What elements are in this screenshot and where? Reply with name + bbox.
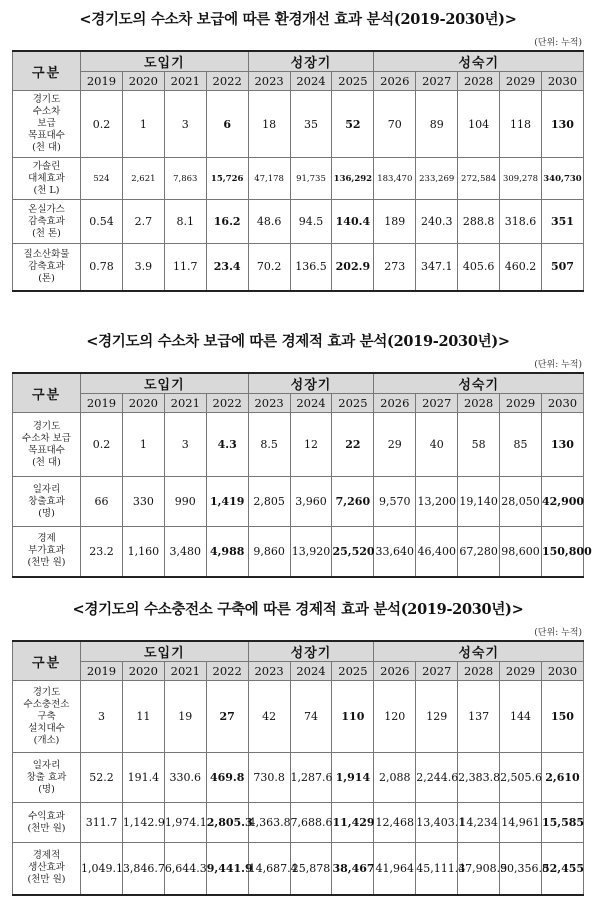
table-cell: 7,863 <box>164 158 206 200</box>
row-label-line: 온실가스 <box>28 203 65 215</box>
table-cell: 240.3 <box>416 200 458 244</box>
row-label <box>13 803 81 843</box>
table-row <box>13 803 584 843</box>
table-cell: 144 <box>500 681 542 753</box>
table-cell: 58 <box>458 413 500 477</box>
header-row-years <box>13 72 584 91</box>
table-cell: 288.8 <box>458 200 500 244</box>
table-cell: 3,960 <box>290 477 332 527</box>
table-row <box>13 753 584 803</box>
year-header: 2019 <box>81 394 123 413</box>
table-cell: 3 <box>81 681 123 753</box>
table-cell: 11.7 <box>164 244 206 291</box>
table-cell: 4.3 <box>206 413 248 477</box>
table-cell: 19 <box>164 681 206 753</box>
row-label-line: 수소차 <box>32 106 61 117</box>
table-cell: 1 <box>122 91 164 158</box>
year-header: 2024 <box>290 394 332 413</box>
table-cell: 11,429 <box>332 803 374 843</box>
year-header: 2029 <box>500 72 542 91</box>
row-label-line: 목표대수 <box>28 444 65 456</box>
year-header: 2028 <box>458 394 500 413</box>
table-row <box>13 158 584 200</box>
table-cell: 47,908.9 <box>458 843 500 895</box>
table-cell: 0.54 <box>81 200 123 244</box>
year-header: 2028 <box>458 72 500 91</box>
table-cell: 136,292 <box>332 158 374 200</box>
table-cell: 7,688.6 <box>290 803 332 843</box>
unit-note: (단위: 누적) <box>534 360 582 370</box>
data-table <box>12 640 584 896</box>
row-label-line: (천만 원) <box>27 557 66 569</box>
row-label-line: 감축효과 <box>28 215 65 227</box>
row-label <box>13 413 81 477</box>
table-cell: 45,111.3 <box>416 843 458 895</box>
table-cell: 730.8 <box>248 753 290 803</box>
row-label-line: (톤) <box>38 272 55 284</box>
table-cell: 2,088 <box>374 753 416 803</box>
year-header: 2029 <box>500 662 542 681</box>
row-label-line: 구축 <box>37 710 56 722</box>
section-economic-vehicle <box>12 330 592 578</box>
table-cell: 3.9 <box>122 244 164 291</box>
row-label-line: (명) <box>38 507 55 519</box>
year-header: 2027 <box>416 394 458 413</box>
row-label-line: 수익효과 <box>28 810 65 822</box>
table-cell: 330.6 <box>164 753 206 803</box>
table-cell: 52 <box>332 91 374 158</box>
table-cell: 14,687.4 <box>248 843 290 895</box>
row-label-line: 경기도 <box>32 686 61 698</box>
row-label-line: 창출 효과 <box>26 771 67 783</box>
row-label-line: 감축효과 <box>28 260 65 272</box>
table-cell: 9,441.9 <box>206 843 248 895</box>
table-cell: 22 <box>332 413 374 477</box>
table-cell: 15,585 <box>541 803 583 843</box>
row-label <box>13 200 81 244</box>
table-cell: 0.2 <box>81 91 123 158</box>
row-label <box>13 843 81 895</box>
table-cell: 3,846.7 <box>122 843 164 895</box>
table-cell: 8.1 <box>164 200 206 244</box>
table-cell: 18 <box>248 91 290 158</box>
table-cell: 1,914 <box>332 753 374 803</box>
header-period-mature: 성숙기 <box>374 641 584 662</box>
table-body <box>13 413 592 577</box>
table-cell: 2,610 <box>541 753 583 803</box>
year-header: 2027 <box>416 662 458 681</box>
table-body <box>13 91 584 291</box>
table-cell: 47,178 <box>248 158 290 200</box>
row-label <box>13 158 81 200</box>
year-header: 2019 <box>81 72 123 91</box>
table-row <box>13 244 584 291</box>
table-body <box>13 681 584 895</box>
year-header: 2026 <box>374 72 416 91</box>
header-period-growth: 성장기 <box>248 641 374 662</box>
header-gubun: 구분 <box>13 641 81 681</box>
section-title: <경기도의 수소충전소 구축에 따른 경제적 효과 분석(2019-2030년)> <box>72 601 524 618</box>
table-row <box>13 843 584 895</box>
table-cell: 42 <box>248 681 290 753</box>
table-cell: 1 <box>122 413 164 477</box>
row-label <box>13 477 81 527</box>
table-cell: 29 <box>374 413 416 477</box>
table-cell: 12,468 <box>374 803 416 843</box>
table-cell: 50,356.8 <box>500 843 542 895</box>
row-label-line: 경제적 <box>32 850 61 862</box>
table-cell: 19,140 <box>458 477 500 527</box>
row-label-line: 생산효과 <box>28 862 65 874</box>
table-cell: 33,640 <box>374 527 416 577</box>
header-row-years <box>13 394 584 413</box>
table-cell: 183,470 <box>374 158 416 200</box>
table-cell: 35 <box>290 91 332 158</box>
table-cell: 110 <box>332 681 374 753</box>
row-label <box>13 91 81 158</box>
table-cell: 25,520 <box>332 527 374 577</box>
row-label <box>13 244 81 291</box>
table-cell: 3,480 <box>164 527 206 577</box>
table-cell: 23.2 <box>81 527 123 577</box>
table-cell: 340,730 <box>541 158 583 200</box>
year-header: 2022 <box>206 72 248 91</box>
table-cell: 2,805.3 <box>206 803 248 843</box>
header-row-years <box>13 662 584 681</box>
table-cell: 3 <box>164 413 206 477</box>
header-period-intro: 도입기 <box>81 641 249 662</box>
table-cell: 273 <box>374 244 416 291</box>
row-label-line: 수소충전소 <box>23 698 70 710</box>
row-label-line: 창출효과 <box>28 495 65 507</box>
row-label <box>13 681 81 753</box>
table-cell: 2,244.6 <box>416 753 458 803</box>
table-cell: 67,280 <box>458 527 500 577</box>
table-cell: 233,269 <box>416 158 458 200</box>
table-cell: 524 <box>81 158 123 200</box>
table-cell: 6 <box>206 91 248 158</box>
row-label-line: 보급 <box>37 118 56 129</box>
table-cell: 136.5 <box>290 244 332 291</box>
row-label-line: 가솔린 <box>32 160 61 172</box>
section-title: <경기도의 수소차 보급에 따른 환경개선 효과 분석(2019-2030년)> <box>79 11 517 28</box>
year-header: 2021 <box>164 662 206 681</box>
table-cell: 1,049.1 <box>81 843 123 895</box>
table-cell: 137 <box>458 681 500 753</box>
table-row <box>13 681 584 753</box>
year-header: 2020 <box>122 394 164 413</box>
table-row <box>13 413 584 477</box>
year-header: 2028 <box>458 662 500 681</box>
row-label-line: (천 톤) <box>32 227 61 239</box>
header-period-intro: 도입기 <box>81 373 249 394</box>
year-header: 2023 <box>248 394 290 413</box>
table-cell: 94.5 <box>290 200 332 244</box>
table-cell: 347.1 <box>416 244 458 291</box>
row-label-line: 수소차 보급 <box>22 432 71 444</box>
table-row <box>13 91 584 158</box>
year-header: 2021 <box>164 72 206 91</box>
table-cell: 27 <box>206 681 248 753</box>
table-cell: 130 <box>541 413 583 477</box>
row-label <box>13 753 81 803</box>
table-cell: 150 <box>541 681 583 753</box>
table-cell: 1,160 <box>122 527 164 577</box>
header-period-intro: 도입기 <box>81 51 249 72</box>
row-label-line: 대체효과 <box>28 172 65 184</box>
year-header: 2023 <box>248 72 290 91</box>
table-cell: 330 <box>122 477 164 527</box>
table-cell: 91,735 <box>290 158 332 200</box>
table-cell: 202.9 <box>332 244 374 291</box>
row-label-line: 설치대수 <box>28 722 65 734</box>
row-label-line: (천 대) <box>32 142 61 153</box>
header-gubun: 구분 <box>13 51 81 91</box>
table-cell: 9,570 <box>374 477 416 527</box>
year-header: 2030 <box>541 72 583 91</box>
year-header: 2025 <box>332 394 374 413</box>
row-label-line: (천만 원) <box>27 874 66 886</box>
table-cell: 8.5 <box>248 413 290 477</box>
data-table <box>12 50 584 292</box>
table-cell: 70 <box>374 91 416 158</box>
year-header: 2020 <box>122 662 164 681</box>
table-cell: 191.4 <box>122 753 164 803</box>
table-cell: 11 <box>122 681 164 753</box>
header-row-periods <box>13 641 584 662</box>
unit-note: (단위: 누적) <box>534 628 582 638</box>
table-cell: 98,600 <box>500 527 542 577</box>
year-header: 2019 <box>81 662 123 681</box>
year-header: 2022 <box>206 662 248 681</box>
table-cell: 13,200 <box>416 477 458 527</box>
row-label-line: 질소산화물 <box>23 248 70 260</box>
row-label-line: (개소) <box>33 734 60 746</box>
section-economic-station <box>12 598 584 896</box>
table-cell: 2,383.8 <box>458 753 500 803</box>
table-cell: 120 <box>374 681 416 753</box>
header-period-growth: 성장기 <box>248 373 374 394</box>
row-label-line: 일자리 <box>32 759 61 771</box>
table-cell: 74 <box>290 681 332 753</box>
table-cell: 7,260 <box>332 477 374 527</box>
year-header: 2021 <box>164 394 206 413</box>
table-cell: 52.2 <box>81 753 123 803</box>
table-cell: 104 <box>458 91 500 158</box>
table-cell: 48.6 <box>248 200 290 244</box>
row-label-line: 경기도 <box>32 420 61 432</box>
table-cell: 38,467 <box>332 843 374 895</box>
header-period-mature: 성숙기 <box>374 373 584 394</box>
table-cell: 85 <box>500 413 542 477</box>
table-cell: 311.7 <box>81 803 123 843</box>
table-cell: 25,878 <box>290 843 332 895</box>
table-cell: 14,961 <box>500 803 542 843</box>
table-cell: 140.4 <box>332 200 374 244</box>
section-environment <box>12 8 584 292</box>
table-cell: 9,860 <box>248 527 290 577</box>
year-header: 2030 <box>541 394 583 413</box>
year-header: 2025 <box>332 662 374 681</box>
row-label-line: (천 대) <box>32 456 61 468</box>
table-cell: 3 <box>164 91 206 158</box>
header-period-mature: 성숙기 <box>374 51 584 72</box>
table-cell: 13,920 <box>290 527 332 577</box>
table-cell: 14,234 <box>458 803 500 843</box>
table-row <box>13 527 584 577</box>
year-header: 2023 <box>248 662 290 681</box>
table-cell: 1,142.9 <box>122 803 164 843</box>
row-label-line: (천 L) <box>33 184 60 196</box>
year-header: 2029 <box>500 394 542 413</box>
table-cell: 990 <box>164 477 206 527</box>
table-cell: 28,050 <box>500 477 542 527</box>
row-label-line: 경기도 <box>32 94 61 105</box>
table-cell: 118 <box>500 91 542 158</box>
row-label-line: 일자리 <box>32 483 61 495</box>
table-cell: 6,644.3 <box>164 843 206 895</box>
row-label-line: 경제 <box>37 533 56 545</box>
table-cell: 150,800 <box>541 527 583 577</box>
table-cell: 0.2 <box>81 413 123 477</box>
year-header: 2026 <box>374 662 416 681</box>
table-cell: 130 <box>541 91 583 158</box>
year-header: 2026 <box>374 394 416 413</box>
table-cell: 41,964 <box>374 843 416 895</box>
table-cell: 15,726 <box>206 158 248 200</box>
table-cell: 40 <box>416 413 458 477</box>
year-header: 2025 <box>332 72 374 91</box>
table-cell: 405.6 <box>458 244 500 291</box>
table-cell: 70.2 <box>248 244 290 291</box>
year-header: 2030 <box>541 662 583 681</box>
year-header: 2027 <box>416 72 458 91</box>
unit-note: (단위: 누적) <box>534 38 582 48</box>
row-label-line: 부가효과 <box>28 545 65 557</box>
year-header: 2024 <box>290 72 332 91</box>
table-cell: 23.4 <box>206 244 248 291</box>
table-cell: 13,403.1 <box>416 803 458 843</box>
table-cell: 309,278 <box>500 158 542 200</box>
table-cell: 46,400 <box>416 527 458 577</box>
table-cell: 1,419 <box>206 477 248 527</box>
table-cell: 129 <box>416 681 458 753</box>
header-period-growth: 성장기 <box>248 51 374 72</box>
table-cell: 66 <box>81 477 123 527</box>
table-cell: 42,900 <box>541 477 583 527</box>
table-cell: 1,287.6 <box>290 753 332 803</box>
table-cell: 460.2 <box>500 244 542 291</box>
table-cell: 0.78 <box>81 244 123 291</box>
table-cell: 272,584 <box>458 158 500 200</box>
row-label-line: 목표대수 <box>28 130 65 141</box>
data-table <box>12 372 592 578</box>
row-label <box>13 527 81 577</box>
table-row <box>13 477 584 527</box>
row-label-line: (천만 원) <box>27 822 66 834</box>
header-row-periods <box>13 373 584 394</box>
row-label-line: (명) <box>38 783 55 795</box>
table-cell: 2,621 <box>122 158 164 200</box>
table-cell: 12 <box>290 413 332 477</box>
header-row-periods <box>13 51 584 72</box>
table-cell: 189 <box>374 200 416 244</box>
table-cell: 4,988 <box>206 527 248 577</box>
table-cell: 1,974.1 <box>164 803 206 843</box>
year-header: 2024 <box>290 662 332 681</box>
table-cell: 52,455 <box>541 843 583 895</box>
table-cell: 2,805 <box>248 477 290 527</box>
year-header: 2020 <box>122 72 164 91</box>
table-cell: 4,363.8 <box>248 803 290 843</box>
table-cell: 469.8 <box>206 753 248 803</box>
table-cell: 351 <box>541 200 583 244</box>
section-title: <경기도의 수소차 보급에 따른 경제적 효과 분석(2019-2030년)> <box>86 333 510 350</box>
table-cell: 2,505.6 <box>500 753 542 803</box>
header-gubun: 구분 <box>13 373 81 413</box>
year-header: 2022 <box>206 394 248 413</box>
table-row <box>13 200 584 244</box>
table-cell: 89 <box>416 91 458 158</box>
table-cell: 16.2 <box>206 200 248 244</box>
table-cell: 318.6 <box>500 200 542 244</box>
table-cell: 507 <box>541 244 583 291</box>
table-cell: 2.7 <box>122 200 164 244</box>
